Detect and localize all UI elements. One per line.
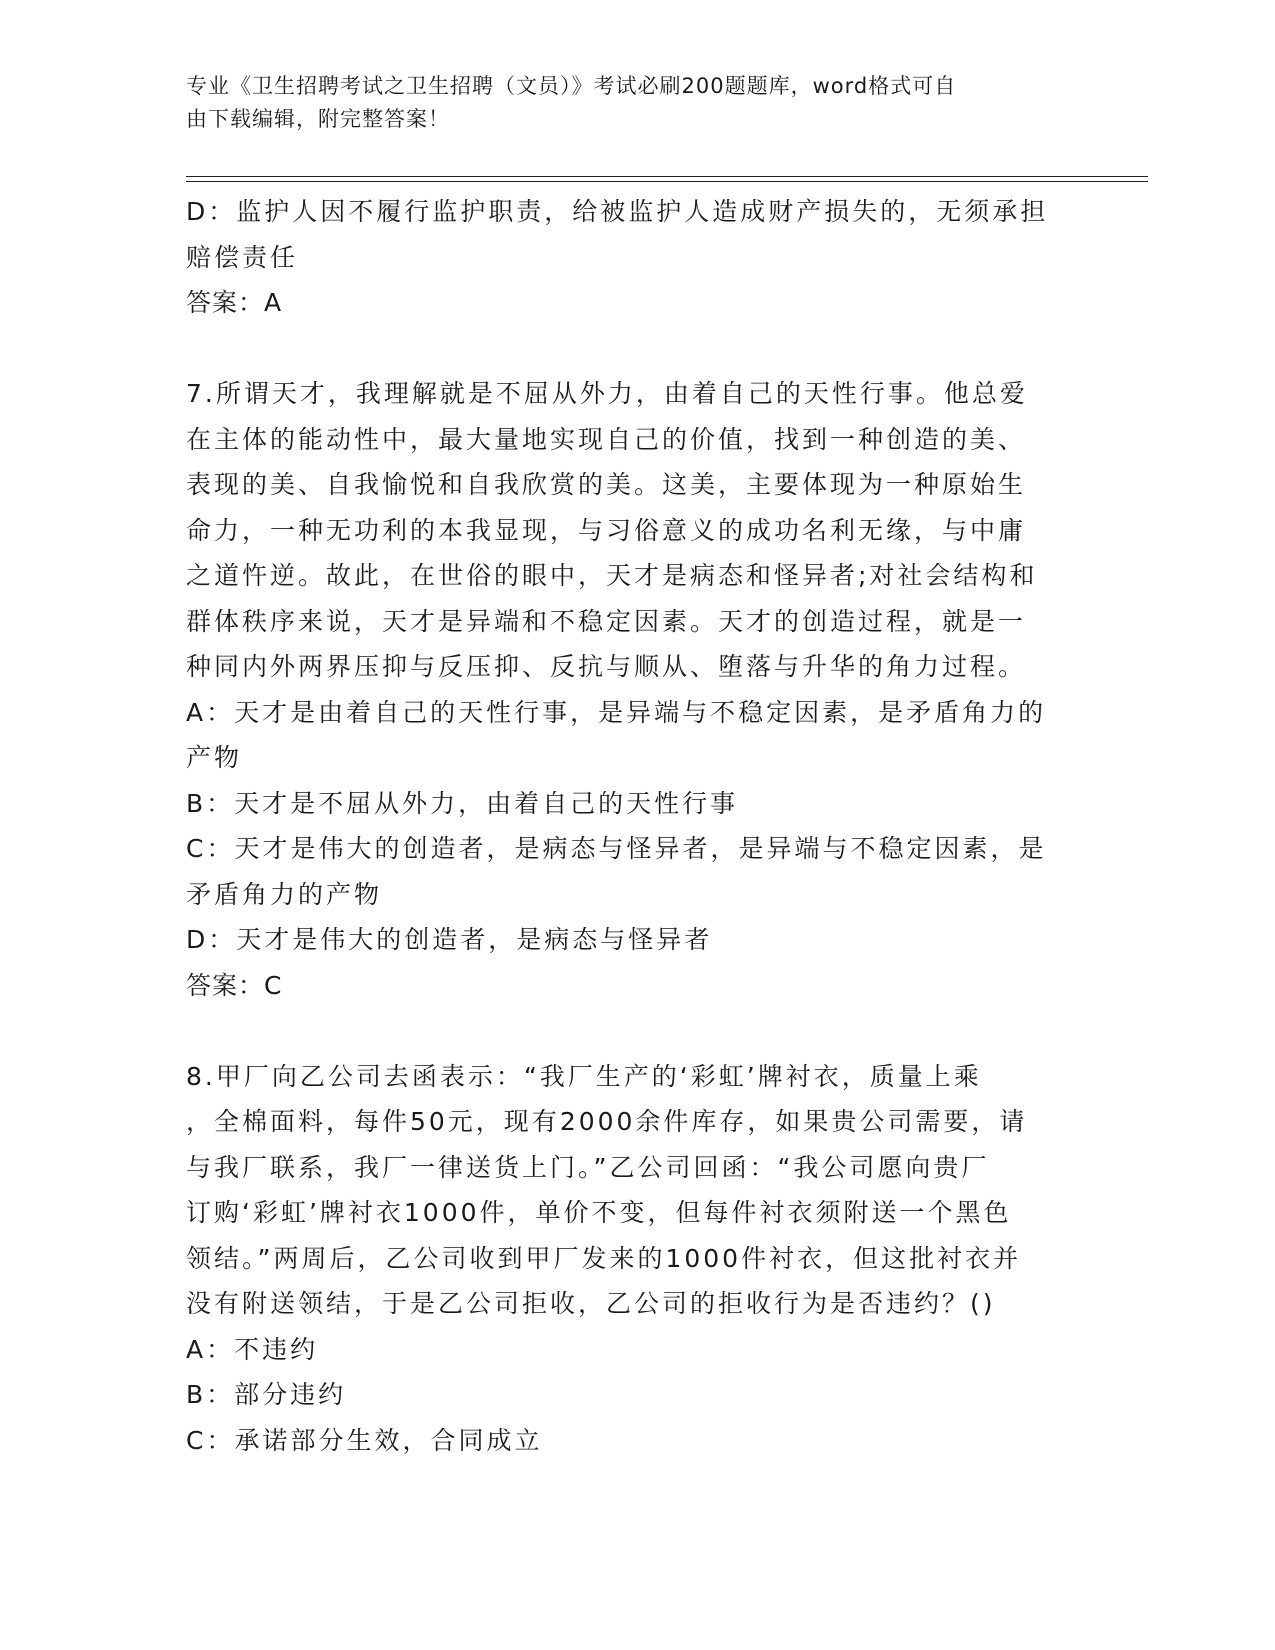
- question-7-line-1: 7.所谓天才，我理解就是不屈从外力，由着自己的天性行事。他总爱: [186, 379, 1028, 408]
- question-8-line-6: 没有附送领结，于是乙公司拒收，乙公司的拒收行为是否违约？(): [186, 1289, 996, 1318]
- question-8-line-2: ，全棉面料，每件50元，现有2000余件库存，如果贵公司需要，请: [186, 1107, 1028, 1136]
- question-8-line-5: 领结。”两周后，乙公司收到甲厂发来的1000件衬衣，但这批衬衣并: [186, 1243, 1022, 1273]
- option-c-line-1: C：天才是伟大的创造者，是病态与怪异者，是异端与不稳定因素，是: [186, 834, 1047, 863]
- previous-question-option-d: [186, 189, 1071, 280]
- option-c-line-2: 矛盾角力的产物: [186, 879, 383, 909]
- option-d-line-1: D：监护人因不履行监护职责，给被监护人造成财产损失的，无须承担: [186, 197, 1049, 226]
- option-b-line: B：部分违约: [186, 1380, 347, 1409]
- question-8-line-1: 8.甲厂向乙公司去函表示：“我厂生产的‘彩虹’牌衬衣，质量上乘: [186, 1061, 982, 1091]
- option-a-line-1: A：天才是由着自己的天性行事，是异端与不稳定因素，是矛盾角力的: [186, 697, 1047, 727]
- document-header: [186, 70, 1066, 136]
- option-a-line: A：不违约: [186, 1334, 319, 1364]
- question-7-line-7: 种同内外两界压抑与反压抑、反抗与顺从、堕落与升华的角力过程。: [186, 652, 1027, 681]
- question-7-line-6: 群体秩序来说，天才是异端和不稳定因素。天才的创造过程，就是一: [186, 606, 1027, 636]
- question-8-option-b: [186, 1372, 1071, 1418]
- question-7-option-a: [186, 690, 1071, 781]
- question-7-line-4: 命力，一种无功利的本我显现，与习俗意义的成功名利无缘，与中庸: [186, 515, 1027, 545]
- answer-line: 答案：C: [186, 970, 283, 1000]
- option-b-line: B：天才是不屈从外力，由着自己的天性行事: [186, 788, 739, 818]
- previous-question-answer: [186, 280, 1071, 326]
- question-7: [186, 371, 1071, 690]
- question-7-option-b: [186, 781, 1071, 827]
- header-line-1: 专业《卫生招聘考试之卫生招聘（文员）》考试必刷200题题库，word格式可自: [186, 74, 957, 98]
- question-8-option-a: [186, 1327, 1071, 1373]
- option-d-line: D：天才是伟大的创造者，是病态与怪异者: [186, 925, 713, 954]
- answer-line: 答案：A: [186, 288, 283, 317]
- question-7-line-3: 表现的美、自我愉悦和自我欣赏的美。这美，主要体现为一种原始生: [186, 470, 1027, 499]
- option-c-line: C：承诺部分生效，合同成立: [186, 1425, 543, 1455]
- question-8-line-3: 与我厂联系，我厂一律送货上门。”乙公司回函：“我公司愿向贵厂: [186, 1152, 990, 1182]
- option-d-line-2: 赔偿责任: [186, 242, 299, 272]
- option-a-line-2: 产物: [186, 743, 243, 772]
- question-7-line-2: 在主体的能动性中，最大量地实现自己的价值，找到一种创造的美、: [186, 424, 1027, 454]
- question-7-option-d: [186, 917, 1071, 963]
- document-body: [186, 189, 1071, 1463]
- question-8: [186, 1054, 1071, 1327]
- spacer: [186, 326, 1071, 372]
- question-8-line-4: 订购‘彩虹’牌衬衣1000件，单价不变，但每件衬衣须附送一个黑色: [186, 1198, 1012, 1227]
- question-7-option-c: [186, 826, 1071, 917]
- header-double-rule: [186, 176, 1148, 182]
- spacer: [186, 1008, 1071, 1054]
- question-7-answer: [186, 963, 1071, 1009]
- question-7-line-5: 之道忤逆。故此，在世俗的眼中，天才是病态和怪异者;对社会结构和: [186, 561, 1038, 590]
- header-line-2: 由下载编辑，附完整答案！: [186, 107, 450, 131]
- question-8-option-c: [186, 1418, 1071, 1464]
